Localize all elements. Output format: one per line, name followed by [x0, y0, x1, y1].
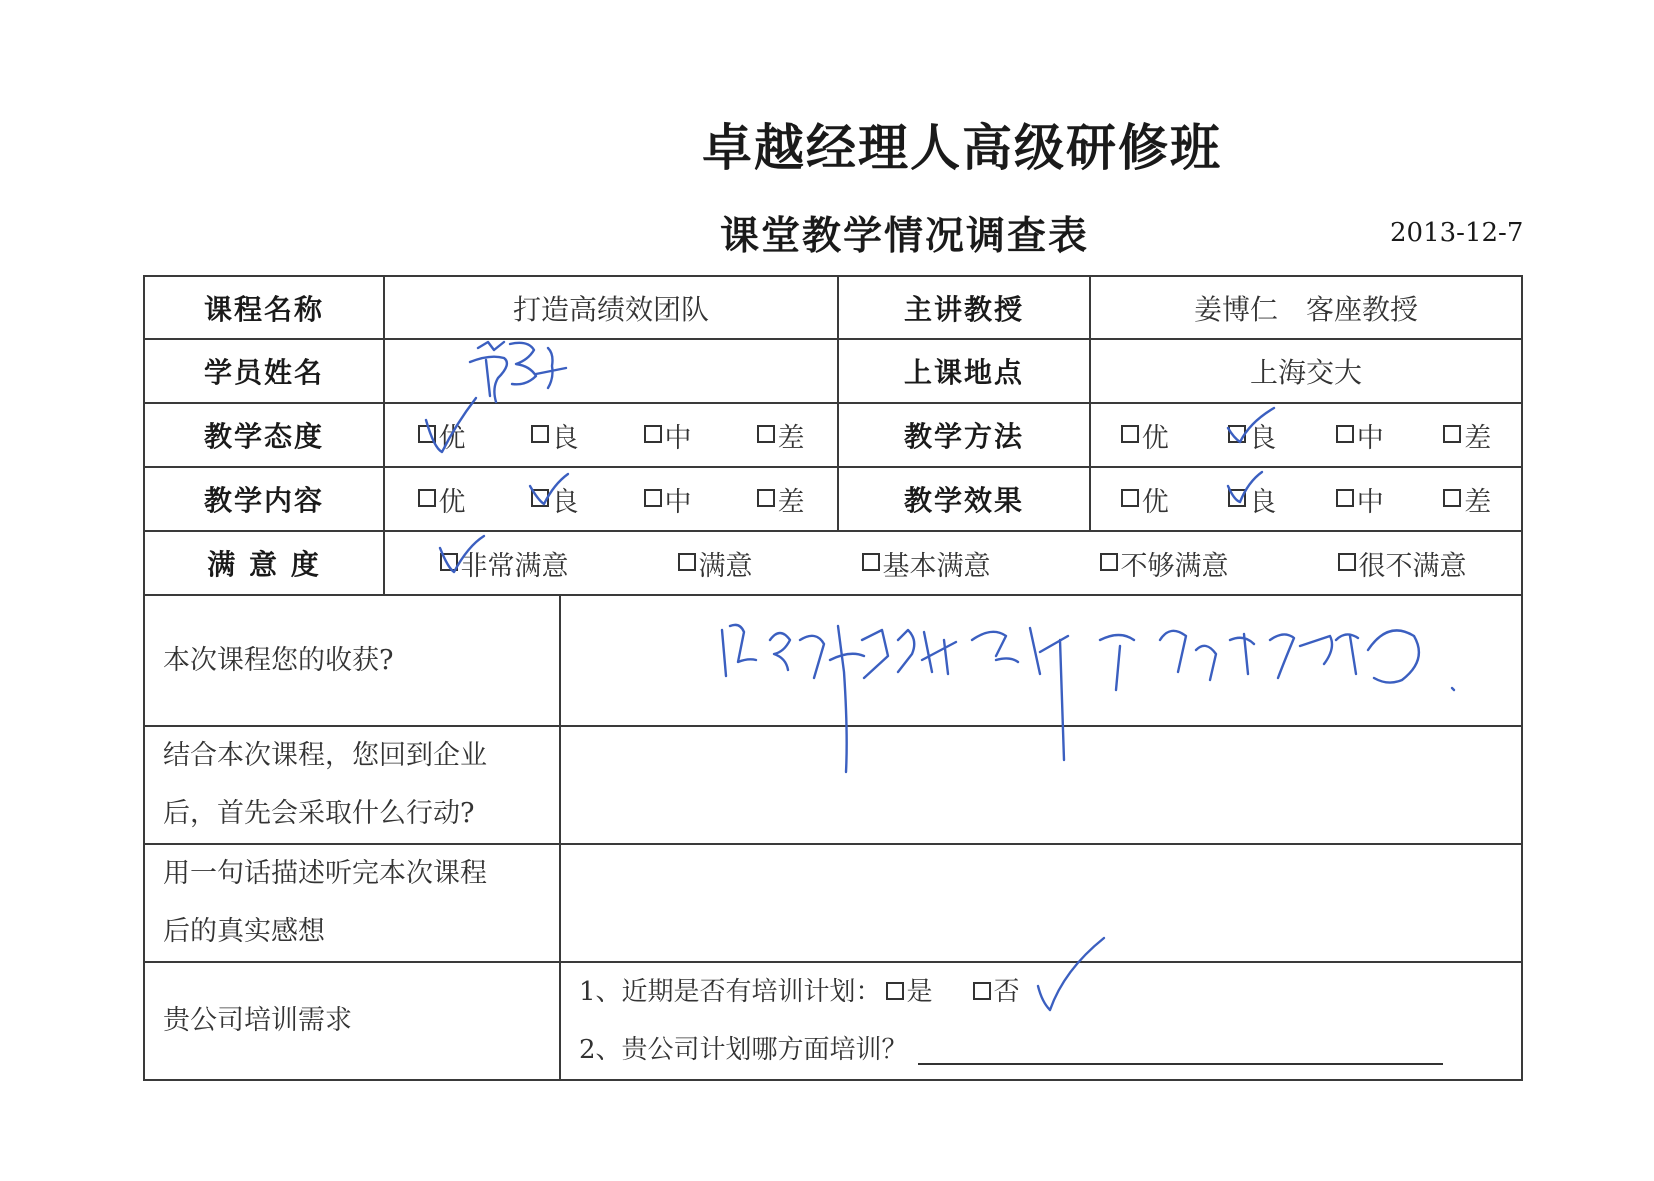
action-answer-field[interactable] [560, 726, 1522, 844]
attitude-option-liang[interactable]: 良 [531, 416, 579, 455]
row-attitude-method [144, 403, 1522, 467]
content-label: 教学内容 [144, 467, 384, 531]
checkbox-icon [644, 489, 662, 507]
satisfaction-options [384, 531, 1522, 595]
checkbox-icon [1336, 489, 1354, 507]
row-satisfaction [144, 531, 1522, 595]
checkbox-icon [1100, 553, 1118, 571]
attitude-label: 教学态度 [144, 403, 384, 467]
method-options [1090, 403, 1522, 467]
method-option-zhong[interactable]: 中 [1336, 416, 1384, 455]
effect-option-zhong[interactable]: 中 [1336, 480, 1384, 519]
checkbox-icon [757, 425, 775, 443]
action-question [144, 726, 560, 844]
content-option-you[interactable]: 优 [418, 480, 466, 519]
row-feeling [144, 844, 1522, 962]
training-label: 贵公司培训需求 [144, 962, 560, 1080]
satisfaction-option-insufficient[interactable]: 不够满意 [1100, 544, 1229, 583]
checkbox-icon [862, 553, 880, 571]
checkbox-icon [418, 425, 436, 443]
training-q2: 2、贵公司计划哪方面培训？ [561, 1021, 1521, 1079]
satisfaction-option-very[interactable]: 非常满意 [440, 544, 569, 583]
student-name-label: 学员姓名 [144, 339, 384, 403]
checkbox-icon [531, 489, 549, 507]
lecturer-value: 姜博仁 客座教授 [1090, 276, 1522, 339]
row-action [144, 726, 1522, 844]
feeling-answer-field[interactable] [560, 844, 1522, 962]
attitude-option-zhong[interactable]: 中 [644, 416, 692, 455]
feeling-question [144, 844, 560, 962]
page-title: 卓越经理人高级研修班 [702, 119, 1222, 177]
student-name-field[interactable] [384, 339, 838, 403]
effect-option-you[interactable]: 优 [1121, 480, 1169, 519]
action-question-line2: 后，首先会采取什么行动? [163, 798, 475, 829]
checkbox-icon [678, 553, 696, 571]
checkbox-icon [886, 982, 904, 1000]
location-value: 上海交大 [1090, 339, 1522, 403]
method-option-liang[interactable]: 良 [1228, 416, 1276, 455]
satisfaction-option-very-unsatisfied[interactable]: 很不满意 [1338, 544, 1467, 583]
attitude-option-you[interactable]: 优 [418, 416, 466, 455]
training-block [560, 962, 1522, 1080]
method-option-cha[interactable]: 差 [1443, 416, 1491, 455]
lecturer-label: 主讲教授 [838, 276, 1090, 339]
checkbox-icon [440, 553, 458, 571]
checkbox-icon [757, 489, 775, 507]
feeling-question-line2: 后的真实感想 [163, 916, 325, 947]
feeling-question-line1: 用一句话描述听完本次课程 [163, 858, 487, 889]
survey-table [143, 275, 1523, 1081]
effect-option-liang[interactable]: 良 [1228, 480, 1276, 519]
checkbox-icon [1443, 489, 1461, 507]
checkbox-icon [1338, 553, 1356, 571]
effect-option-cha[interactable]: 差 [1443, 480, 1491, 519]
gain-question: 本次课程您的收获? [144, 595, 560, 726]
satisfaction-option-basic[interactable]: 基本满意 [862, 544, 991, 583]
row-student [144, 339, 1522, 403]
content-option-liang[interactable]: 良 [531, 480, 579, 519]
checkbox-icon [1336, 425, 1354, 443]
row-content-effect [144, 467, 1522, 531]
checkbox-icon [1228, 425, 1246, 443]
checkbox-icon [1121, 425, 1139, 443]
checkbox-icon [644, 425, 662, 443]
training-q1: 1、近期是否有培训计划： 是 否 [561, 963, 1521, 1021]
method-label: 教学方法 [838, 403, 1090, 467]
checkbox-icon [1228, 489, 1246, 507]
action-question-line1: 结合本次课程，您回到企业 [163, 740, 487, 771]
training-q2-input[interactable] [918, 1035, 1443, 1065]
satisfaction-label: 满 意 度 [144, 531, 384, 595]
row-gain [144, 595, 1522, 726]
form-subtitle: 课堂教学情况调查表 [720, 214, 1090, 259]
location-label: 上课地点 [838, 339, 1090, 403]
satisfaction-option-satisfied[interactable]: 满意 [678, 544, 753, 583]
checkbox-icon [418, 489, 436, 507]
content-option-cha[interactable]: 差 [757, 480, 805, 519]
training-option-no[interactable]: 否 [973, 963, 1020, 1021]
checkbox-icon [1443, 425, 1461, 443]
checkbox-icon [973, 982, 991, 1000]
course-name-value: 打造高绩效团队 [384, 276, 838, 339]
training-option-yes[interactable]: 是 [886, 963, 933, 1021]
course-name-label: 课程名称 [144, 276, 384, 339]
gain-answer-field[interactable] [560, 595, 1522, 726]
row-course [144, 276, 1522, 339]
content-option-zhong[interactable]: 中 [644, 480, 692, 519]
content-options [384, 467, 838, 531]
row-training [144, 962, 1522, 1080]
method-option-you[interactable]: 优 [1121, 416, 1169, 455]
effect-label: 教学效果 [838, 467, 1090, 531]
attitude-option-cha[interactable]: 差 [757, 416, 805, 455]
checkbox-icon [1121, 489, 1139, 507]
survey-date: 2013-12-7 [1390, 218, 1524, 248]
checkbox-icon [531, 425, 549, 443]
effect-options [1090, 467, 1522, 531]
attitude-options [384, 403, 838, 467]
